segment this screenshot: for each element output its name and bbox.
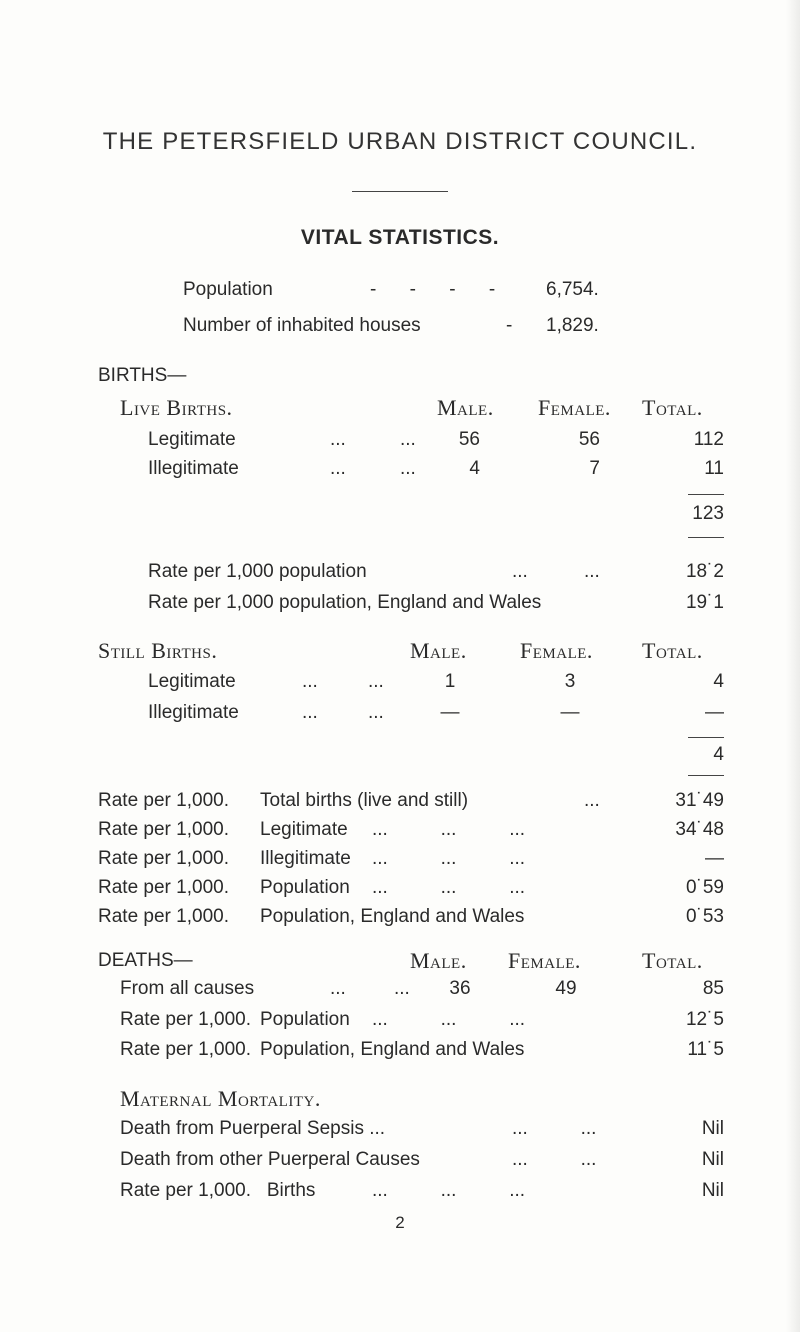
rate-value: — bbox=[705, 848, 724, 869]
houses-dash: - bbox=[506, 315, 513, 336]
still-row-dots: ... bbox=[302, 702, 318, 723]
still-col-total: Total. bbox=[642, 638, 703, 663]
houses-label: Number of inhabited houses bbox=[183, 315, 421, 336]
live-rate-ew-label: Rate per 1,000 population, England and Wales bbox=[148, 592, 542, 613]
header-divider bbox=[352, 191, 448, 192]
maternal-row-value: Nil bbox=[701, 1118, 724, 1139]
maternal-row-label: Death from other Puerperal Causes bbox=[120, 1149, 420, 1170]
population-label: Population bbox=[183, 279, 273, 300]
maternal-row-value: Nil bbox=[701, 1149, 724, 1170]
still-row-dots: ... bbox=[302, 671, 318, 692]
population-dashes: - - - - bbox=[370, 279, 510, 300]
still-row-male: 1 bbox=[444, 671, 456, 692]
rate-value: 0˙53 bbox=[685, 906, 724, 927]
deaths-all-female: 49 bbox=[555, 978, 577, 999]
maternal-row-label: Rate per 1,000. Births bbox=[120, 1180, 316, 1201]
live-row-male: 56 bbox=[458, 429, 480, 450]
deaths-col-total: Total. bbox=[642, 948, 703, 973]
live-total-rule-bottom bbox=[688, 537, 724, 538]
rate-dots: ... bbox=[584, 790, 600, 811]
still-row-dots: ... bbox=[368, 702, 384, 723]
still-col-male: Male. bbox=[410, 638, 467, 663]
live-col-female: Female. bbox=[538, 395, 611, 420]
live-births-title: Live Births. bbox=[120, 395, 233, 420]
deaths-all-dots: ... bbox=[330, 978, 346, 999]
rate-label: Legitimate bbox=[260, 819, 348, 840]
live-rate-pop-dots: ... bbox=[512, 561, 528, 582]
deaths-rate-prefix: Rate per 1,000. bbox=[120, 1009, 251, 1030]
still-total-rule-bottom bbox=[688, 775, 724, 776]
deaths-rate-ew-prefix: Rate per 1,000. bbox=[120, 1039, 251, 1060]
maternal-title: Maternal Mortality. bbox=[120, 1086, 321, 1111]
deaths-all-label: From all causes bbox=[120, 978, 255, 999]
deaths-col-male: Male. bbox=[410, 948, 467, 973]
rate-prefix: Rate per 1,000. bbox=[98, 819, 229, 840]
rate-label: Total births (live and still) bbox=[260, 790, 469, 811]
deaths-rate-ew-value: 11˙5 bbox=[687, 1039, 724, 1060]
live-total-rule-top bbox=[688, 494, 724, 495]
live-grand-total: 123 bbox=[692, 503, 724, 524]
maternal-row-value: Nil bbox=[701, 1180, 724, 1201]
deaths-rate-dots: ... ... ... bbox=[372, 1009, 526, 1030]
still-row-dots: ... bbox=[368, 671, 384, 692]
maternal-row-dots: ... ... bbox=[512, 1149, 597, 1170]
deaths-rate-value: 12˙5 bbox=[685, 1009, 724, 1030]
rate-label: Population, England and Wales bbox=[260, 906, 525, 927]
live-row-label: Legitimate bbox=[148, 429, 236, 450]
live-row-dots: ... bbox=[400, 458, 416, 479]
deaths-col-female: Female. bbox=[508, 948, 581, 973]
still-row-male: — bbox=[440, 702, 460, 723]
still-row-female: — bbox=[560, 702, 580, 723]
maternal-row-dots: ... ... bbox=[512, 1118, 597, 1139]
deaths-all-total: 85 bbox=[702, 978, 724, 999]
population-value: 6,754. bbox=[546, 279, 599, 300]
live-row-label: Illegitimate bbox=[148, 458, 239, 479]
deaths-rate-ew-label: Population, England and Wales bbox=[260, 1039, 525, 1060]
still-row-label: Illegitimate bbox=[148, 702, 239, 723]
rate-label: Illegitimate bbox=[260, 848, 351, 869]
live-row-dots: ... bbox=[330, 429, 346, 450]
rate-label: Population bbox=[260, 877, 350, 898]
still-row-label: Legitimate bbox=[148, 671, 236, 692]
still-total-rule-top bbox=[688, 737, 724, 738]
council-heading: THE PETERSFIELD URBAN DISTRICT COUNCIL. bbox=[102, 128, 698, 155]
deaths-all-male: 36 bbox=[449, 978, 471, 999]
live-rate-pop-label: Rate per 1,000 population bbox=[148, 561, 367, 582]
section-title: VITAL STATISTICS. bbox=[300, 226, 500, 249]
live-row-male: 4 bbox=[469, 458, 480, 479]
deaths-all-dots: ... bbox=[394, 978, 410, 999]
still-col-female: Female. bbox=[520, 638, 593, 663]
live-col-male: Male. bbox=[437, 395, 494, 420]
still-row-female: 3 bbox=[564, 671, 576, 692]
deaths-heading: DEATHS— bbox=[98, 950, 193, 971]
live-col-total: Total. bbox=[642, 395, 703, 420]
rate-dots: ... ... ... bbox=[372, 819, 526, 840]
houses-value: 1,829. bbox=[546, 315, 599, 336]
still-births-title: Still Births. bbox=[98, 638, 218, 663]
deaths-rate-label: Population bbox=[260, 1009, 350, 1030]
rate-prefix: Rate per 1,000. bbox=[98, 848, 229, 869]
rate-dots: ... ... ... bbox=[372, 877, 526, 898]
live-row-female: 7 bbox=[589, 458, 600, 479]
maternal-row-dots: ... ... ... bbox=[372, 1180, 526, 1201]
still-grand-total: 4 bbox=[713, 744, 724, 765]
rate-dots: ... ... ... bbox=[372, 848, 526, 869]
still-row-total: — bbox=[705, 702, 724, 723]
live-row-dots: ... bbox=[330, 458, 346, 479]
live-row-total: 112 bbox=[693, 429, 724, 450]
maternal-row-label: Death from Puerperal Sepsis ... bbox=[120, 1118, 386, 1139]
live-row-dots: ... bbox=[400, 429, 416, 450]
rate-prefix: Rate per 1,000. bbox=[98, 790, 229, 811]
rate-value: 34˙48 bbox=[675, 819, 724, 840]
live-row-female: 56 bbox=[578, 429, 600, 450]
rate-prefix: Rate per 1,000. bbox=[98, 906, 229, 927]
page-edge-shadow bbox=[786, 0, 800, 1332]
live-rate-ew-value: 19˙1 bbox=[685, 592, 724, 613]
still-row-total: 4 bbox=[713, 671, 724, 692]
rate-value: 0˙59 bbox=[685, 877, 724, 898]
page-number: 2 bbox=[395, 1213, 405, 1232]
live-row-total: 11 bbox=[704, 458, 724, 479]
live-rate-pop-value: 18˙2 bbox=[685, 561, 724, 582]
rate-value: 31˙49 bbox=[675, 790, 724, 811]
births-heading: BIRTHS— bbox=[98, 365, 187, 386]
rate-prefix: Rate per 1,000. bbox=[98, 877, 229, 898]
live-rate-pop-dots: ... bbox=[584, 561, 600, 582]
